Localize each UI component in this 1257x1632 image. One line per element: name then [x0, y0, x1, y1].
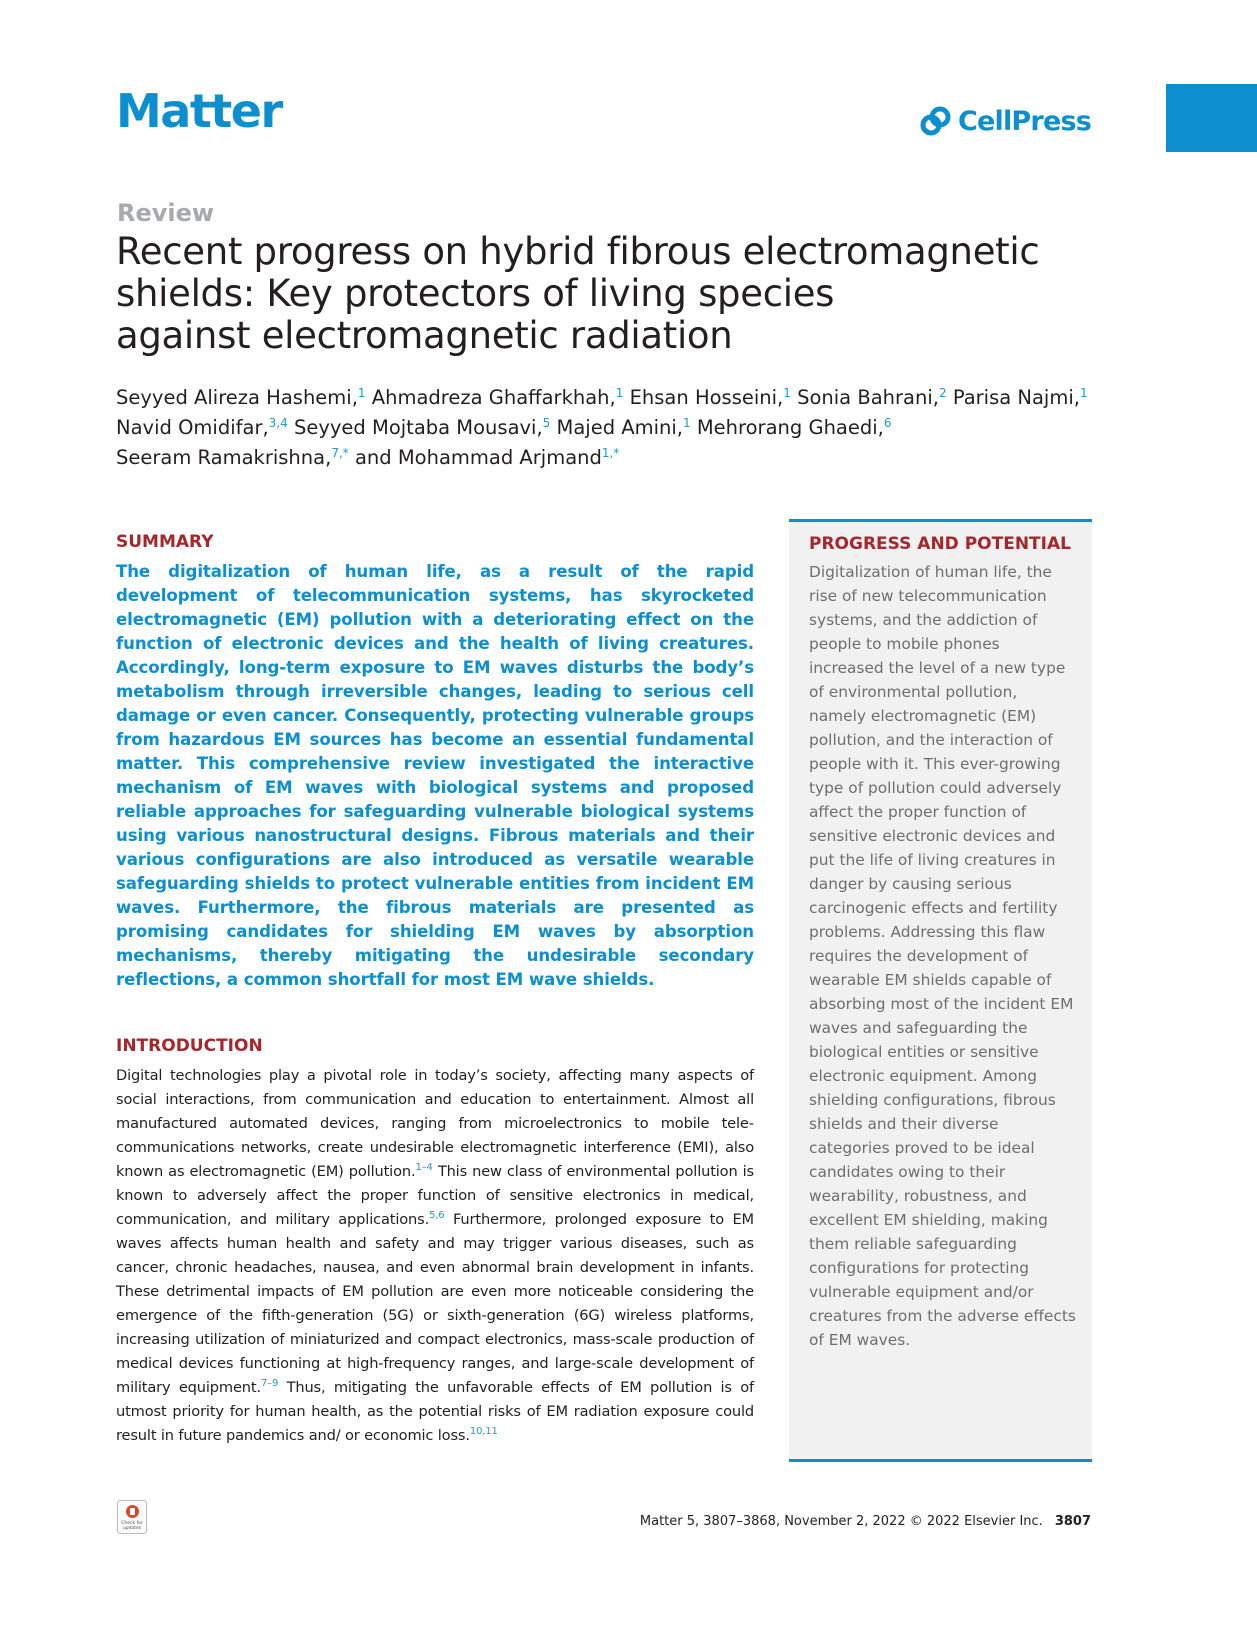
check-for-updates-icon[interactable] [117, 1500, 147, 1534]
title-line: shields: Key protectors of living species [116, 272, 835, 315]
progress-potential-box [789, 519, 1092, 1462]
summary-text: The digitalization of human life, as a result of the rapid development of telecommunication systems, has skyrocketed electromagnetic (EM) pollution with a deteriorating effect on the function of electronic devices and the health of living creatures. Accordingly, long-term exposure to EM waves disturbs the body’s metabolism through irreversible changes, leading to serious cell damage or even cancer. Consequently, protecting vulnerable groups from hazardous EM sources has become an essential fundamental matter. This comprehensive review investigated the interactive mechanism of EM waves with biological systems and proposed reliable approaches for safeguarding vulnerable biological systems using various nanostructural designs. Fibrous materials and their various configurations are also introduced as versatile wearable safeguarding shields to protect vulnerable entities from incident EM waves. Furthermore, the fibrous materials are presented as promising candidates for shielding EM waves by absorption mechanisms, thereby mitigating the undesirable secondary reflections, a common shortfall for most EM wave shields. [116, 562, 754, 989]
publisher-logo [920, 106, 1091, 136]
author-line [116, 413, 1106, 443]
author-name: Mehrorang Ghaedi, [696, 416, 884, 439]
affiliation-ref[interactable]: 3,4 [268, 416, 288, 430]
author-name: Ahmadreza Ghaffarkhah, [371, 386, 616, 409]
intro-text-segment: Furthermore, prolonged exposure to EM waves affects human health and safety and may trigger various diseases, such as cancer, chronic headaches, nausea, and even abnormal brain development in infants. These detrimental impacts of EM pollution are even more noticeable considering the emergence of the fifth-generation (5G) or sixth-generation (6G) wireless platforms, increasing utilization of miniaturized and compact electronics, mass-scale production of medical devices functioning at high-frequency ranges, and large-scale development of military equipment. [116, 1211, 754, 1396]
page-footer [640, 1514, 1091, 1529]
title-line: against electromagnetic radiation [116, 314, 733, 357]
author-line [116, 443, 1106, 473]
article-title [116, 231, 1076, 357]
article-type: Review [117, 199, 215, 227]
author-name: Seyyed Mojtaba Mousavi, [293, 416, 543, 439]
author-name: Navid Omidifar, [116, 416, 269, 439]
author-name: Parisa Najmi, [952, 386, 1080, 409]
author-name: Seyyed Alireza Hashemi, [116, 386, 358, 409]
affiliation-ref[interactable]: 1 [683, 416, 691, 430]
affiliation-ref[interactable]: 7,* [331, 446, 349, 460]
citation-ref[interactable]: 7–9 [260, 1378, 279, 1389]
cellpress-logo-icon [920, 106, 952, 136]
affiliation-ref[interactable]: 6 [883, 416, 892, 430]
crossmark-flag [130, 1508, 135, 1515]
affiliation-ref[interactable]: 1 [1079, 386, 1088, 400]
intro-text-segment: This new class of environmental pollution is known to adversely affect the proper function of sensitive electronics in medical, communication, and military applications. [116, 1163, 754, 1228]
citation-ref[interactable]: 5,6 [429, 1210, 445, 1221]
intro-text-segment: Digital technologies play a pivotal role in today’s society, affecting many aspects of social interactions, from communication and education to entertainment. Almost all manufactured automated devices, ranging from microelectronics to mobile telecommunications networks, create undesirable electromagnetic interference (EMI), also known as electromagnetic (EM) pollution. [116, 1067, 754, 1180]
author-name: Seeram Ramakrishna, [116, 446, 332, 469]
author-list [116, 383, 1106, 473]
affiliation-ref[interactable]: 1 [615, 386, 624, 400]
page-number: 3807 [1054, 1514, 1091, 1529]
introduction-text [116, 1064, 754, 1448]
citation-ref[interactable]: 10,11 [469, 1426, 498, 1437]
journal-name: Matter [116, 84, 282, 138]
introduction-heading: INTRODUCTION [116, 1036, 263, 1056]
author-name: Sonia Bahrani, [797, 386, 939, 409]
affiliation-ref[interactable]: 1 [783, 386, 791, 400]
affiliation-ref[interactable]: 1 [357, 386, 366, 400]
progress-potential-heading: PROGRESS AND POTENTIAL [809, 534, 1071, 554]
affiliation-ref[interactable]: 1,* [601, 446, 620, 460]
affiliation-ref[interactable]: 2 [938, 386, 947, 400]
crossmark-label: Check for updates [121, 1521, 143, 1531]
author-name: Majed Amini, [556, 416, 684, 439]
author-name: and Mohammad Arjmand [354, 446, 602, 469]
citation-line: Matter 5, 3807–3868, November 2, 2022 © 2022 Elsevier Inc. [639, 1514, 1043, 1529]
intro-text-segment: Thus, mitigating the unfavorable effects of EM pollution is of utmost priority for human health, as the potential risks of EM radiation exposure could result in future pandemics and/ or economic loss. [116, 1379, 754, 1444]
journal-corner-tab [1166, 84, 1257, 152]
title-line: Recent progress on hybrid fibrous electromagnetic [116, 230, 1040, 273]
author-line [116, 383, 1106, 413]
affiliation-ref[interactable]: 5 [542, 416, 551, 430]
summary-heading: SUMMARY [116, 532, 214, 552]
publisher-name: CellPress [958, 105, 1091, 137]
progress-potential-text: Digitalization of human life, the rise of new telecommunication systems, and the addiction of people to mobile phones increased the level of a new type of environmental pollution, namely electromagnetic (EM) pollution, and the interaction of people with it. This ever-growing type of pollution could adversely affect the proper function of sensitive electronic devices and put the life of living creatures in danger by causing serious carcinogenic effects and fertility problems. Addressing this flaw requires the development of wearable EM shields capable of absorbing most of the incident EM waves and safeguarding the biological entities or sensitive electronic equipment. Among shielding configurations, fibrous shields and their diverse categories proved to be ideal candidates owing to their wearability, robustness, and excellent EM shielding, making them reliable safeguarding configurations for protecting vulnerable equipment and/or creatures from the adverse effects of EM waves. [809, 563, 1076, 1349]
citation-ref[interactable]: 1–4 [415, 1162, 433, 1173]
author-name: Ehsan Hosseini, [629, 386, 784, 409]
